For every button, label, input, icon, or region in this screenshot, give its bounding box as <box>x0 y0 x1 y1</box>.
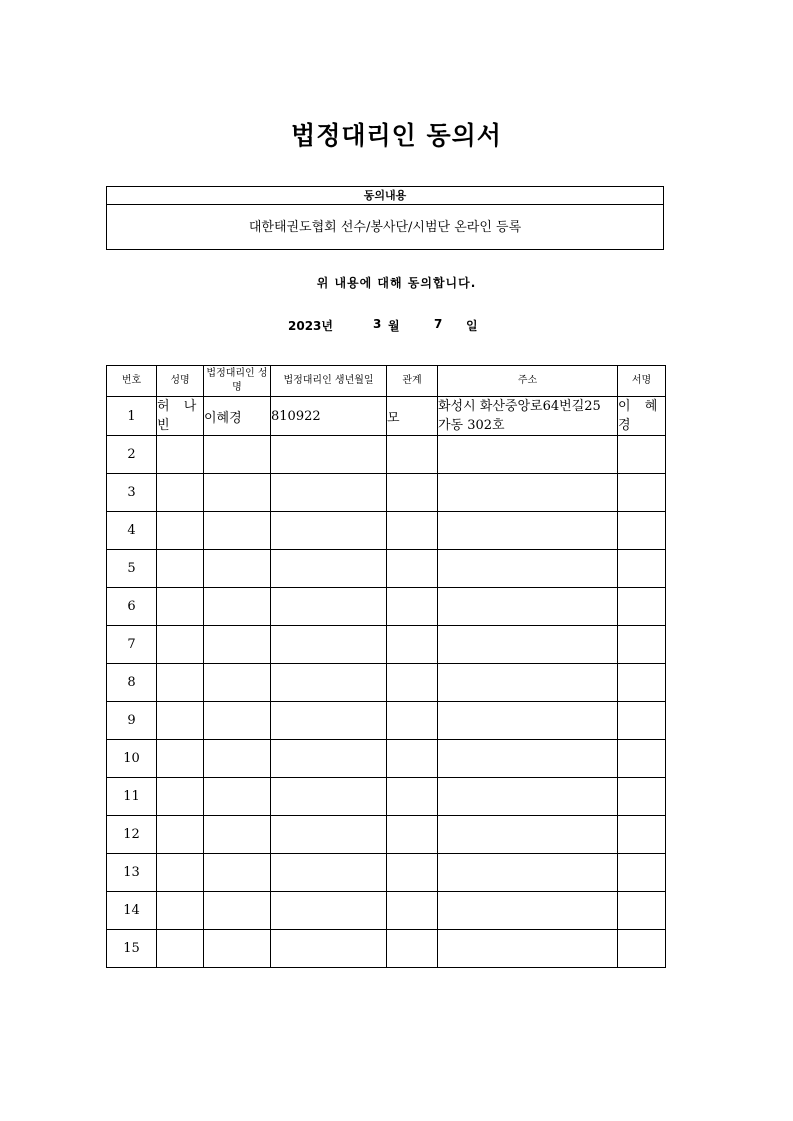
row-address <box>438 778 618 816</box>
row-address <box>438 702 618 740</box>
header-guardian-birthdate: 법정대리인 생년월일 <box>271 366 387 397</box>
row-guardian-name <box>204 778 271 816</box>
row-guardian-birthdate <box>271 664 387 702</box>
row-signature <box>618 474 666 512</box>
row-name <box>157 854 204 892</box>
row-guardian-birthdate <box>271 550 387 588</box>
table-row <box>107 550 666 588</box>
row-guardian-name <box>204 626 271 664</box>
table-row <box>107 664 666 702</box>
row-relation <box>387 626 438 664</box>
table-row <box>107 474 666 512</box>
row-relation <box>387 778 438 816</box>
document-title: 법정대리인 동의서 <box>291 121 502 150</box>
row-name: 허 나 빈 <box>157 397 204 436</box>
row-signature: 이 혜 경 <box>618 397 666 436</box>
row-guardian-name <box>204 816 271 854</box>
row-signature <box>618 512 666 550</box>
row-number: 9 <box>107 702 157 740</box>
row-signature <box>618 702 666 740</box>
row-relation <box>387 702 438 740</box>
row-guardian-birthdate: 810922 <box>271 397 387 436</box>
table-row <box>107 816 666 854</box>
table-row <box>107 512 666 550</box>
row-relation <box>387 474 438 512</box>
row-name <box>157 740 204 778</box>
row-guardian-name <box>204 436 271 474</box>
row-relation <box>387 550 438 588</box>
row-address <box>438 892 618 930</box>
row-relation: 모 <box>387 397 438 436</box>
table-row <box>107 626 666 664</box>
header-name: 성명 <box>157 366 204 397</box>
row-address <box>438 436 618 474</box>
row-number: 4 <box>107 512 157 550</box>
row-signature <box>618 436 666 474</box>
row-guardian-name <box>204 854 271 892</box>
row-number: 3 <box>107 474 157 512</box>
row-relation <box>387 854 438 892</box>
guardian-table <box>106 365 666 968</box>
row-relation <box>387 892 438 930</box>
row-number: 15 <box>107 930 157 968</box>
header-signature: 서명 <box>618 366 666 397</box>
row-name <box>157 512 204 550</box>
row-name <box>157 778 204 816</box>
row-relation <box>387 588 438 626</box>
row-guardian-birthdate <box>271 892 387 930</box>
row-number: 11 <box>107 778 157 816</box>
row-number: 8 <box>107 664 157 702</box>
row-name <box>157 930 204 968</box>
row-signature <box>618 550 666 588</box>
table-row <box>107 436 666 474</box>
row-signature <box>618 664 666 702</box>
row-name <box>157 550 204 588</box>
row-address <box>438 930 618 968</box>
row-guardian-name: 이혜경 <box>204 397 271 436</box>
row-signature <box>618 778 666 816</box>
header-guardian-name: 법정대리인 성명 <box>204 366 271 397</box>
date-month-unit: 월 <box>388 319 400 333</box>
row-guardian-birthdate <box>271 930 387 968</box>
row-number: 5 <box>107 550 157 588</box>
row-guardian-name <box>204 664 271 702</box>
row-guardian-name <box>204 474 271 512</box>
row-number: 10 <box>107 740 157 778</box>
table-header-row <box>107 366 666 397</box>
row-number: 6 <box>107 588 157 626</box>
agreement-statement: 위 내용에 대해 동의합니다. <box>316 276 477 290</box>
row-relation <box>387 930 438 968</box>
table-row <box>107 892 666 930</box>
consent-content: 대한태권도협회 선수/봉사단/시범단 온라인 등록 <box>248 220 522 235</box>
row-address: 화성시 화산중앙로64번길25 가동 302호 <box>438 397 618 436</box>
row-guardian-name <box>204 512 271 550</box>
row-address <box>438 626 618 664</box>
row-guardian-birthdate <box>271 436 387 474</box>
row-guardian-name <box>204 930 271 968</box>
row-name <box>157 626 204 664</box>
date-year: 2023년 <box>288 319 333 333</box>
row-signature <box>618 740 666 778</box>
row-address <box>438 854 618 892</box>
row-number: 12 <box>107 816 157 854</box>
row-number: 7 <box>107 626 157 664</box>
row-guardian-birthdate <box>271 854 387 892</box>
date-day: 7 <box>434 317 443 331</box>
row-signature <box>618 816 666 854</box>
table-row <box>107 854 666 892</box>
row-address <box>438 512 618 550</box>
row-guardian-name <box>204 550 271 588</box>
row-name <box>157 702 204 740</box>
row-guardian-birthdate <box>271 702 387 740</box>
row-name <box>157 664 204 702</box>
row-guardian-name <box>204 740 271 778</box>
row-signature <box>618 588 666 626</box>
row-guardian-birthdate <box>271 778 387 816</box>
row-guardian-birthdate <box>271 588 387 626</box>
consent-header: 동의내용 <box>107 187 663 205</box>
row-number: 2 <box>107 436 157 474</box>
row-address <box>438 550 618 588</box>
row-guardian-birthdate <box>271 816 387 854</box>
row-relation <box>387 816 438 854</box>
date-day-unit: 일 <box>466 319 478 333</box>
row-name <box>157 436 204 474</box>
row-signature <box>618 892 666 930</box>
row-name <box>157 816 204 854</box>
row-guardian-birthdate <box>271 740 387 778</box>
row-number: 1 <box>107 397 157 436</box>
table-row <box>107 930 666 968</box>
row-address <box>438 588 618 626</box>
table-row <box>107 740 666 778</box>
table-row <box>107 778 666 816</box>
header-address: 주소 <box>438 366 618 397</box>
table-row <box>107 702 666 740</box>
row-guardian-name <box>204 588 271 626</box>
row-guardian-name <box>204 892 271 930</box>
row-guardian-birthdate <box>271 512 387 550</box>
row-number: 14 <box>107 892 157 930</box>
row-address <box>438 816 618 854</box>
consent-box <box>106 186 664 250</box>
table-row <box>107 397 666 436</box>
row-name <box>157 474 204 512</box>
row-signature <box>618 930 666 968</box>
row-relation <box>387 740 438 778</box>
table-row <box>107 588 666 626</box>
row-relation <box>387 512 438 550</box>
row-number: 13 <box>107 854 157 892</box>
header-number: 번호 <box>107 366 157 397</box>
row-address <box>438 740 618 778</box>
row-relation <box>387 436 438 474</box>
row-signature <box>618 854 666 892</box>
row-address <box>438 474 618 512</box>
row-relation <box>387 664 438 702</box>
row-guardian-name <box>204 702 271 740</box>
date-month: 3 <box>373 317 382 331</box>
row-name <box>157 892 204 930</box>
row-guardian-birthdate <box>271 474 387 512</box>
row-address <box>438 664 618 702</box>
row-guardian-birthdate <box>271 626 387 664</box>
header-relation: 관계 <box>387 366 438 397</box>
row-signature <box>618 626 666 664</box>
row-name <box>157 588 204 626</box>
